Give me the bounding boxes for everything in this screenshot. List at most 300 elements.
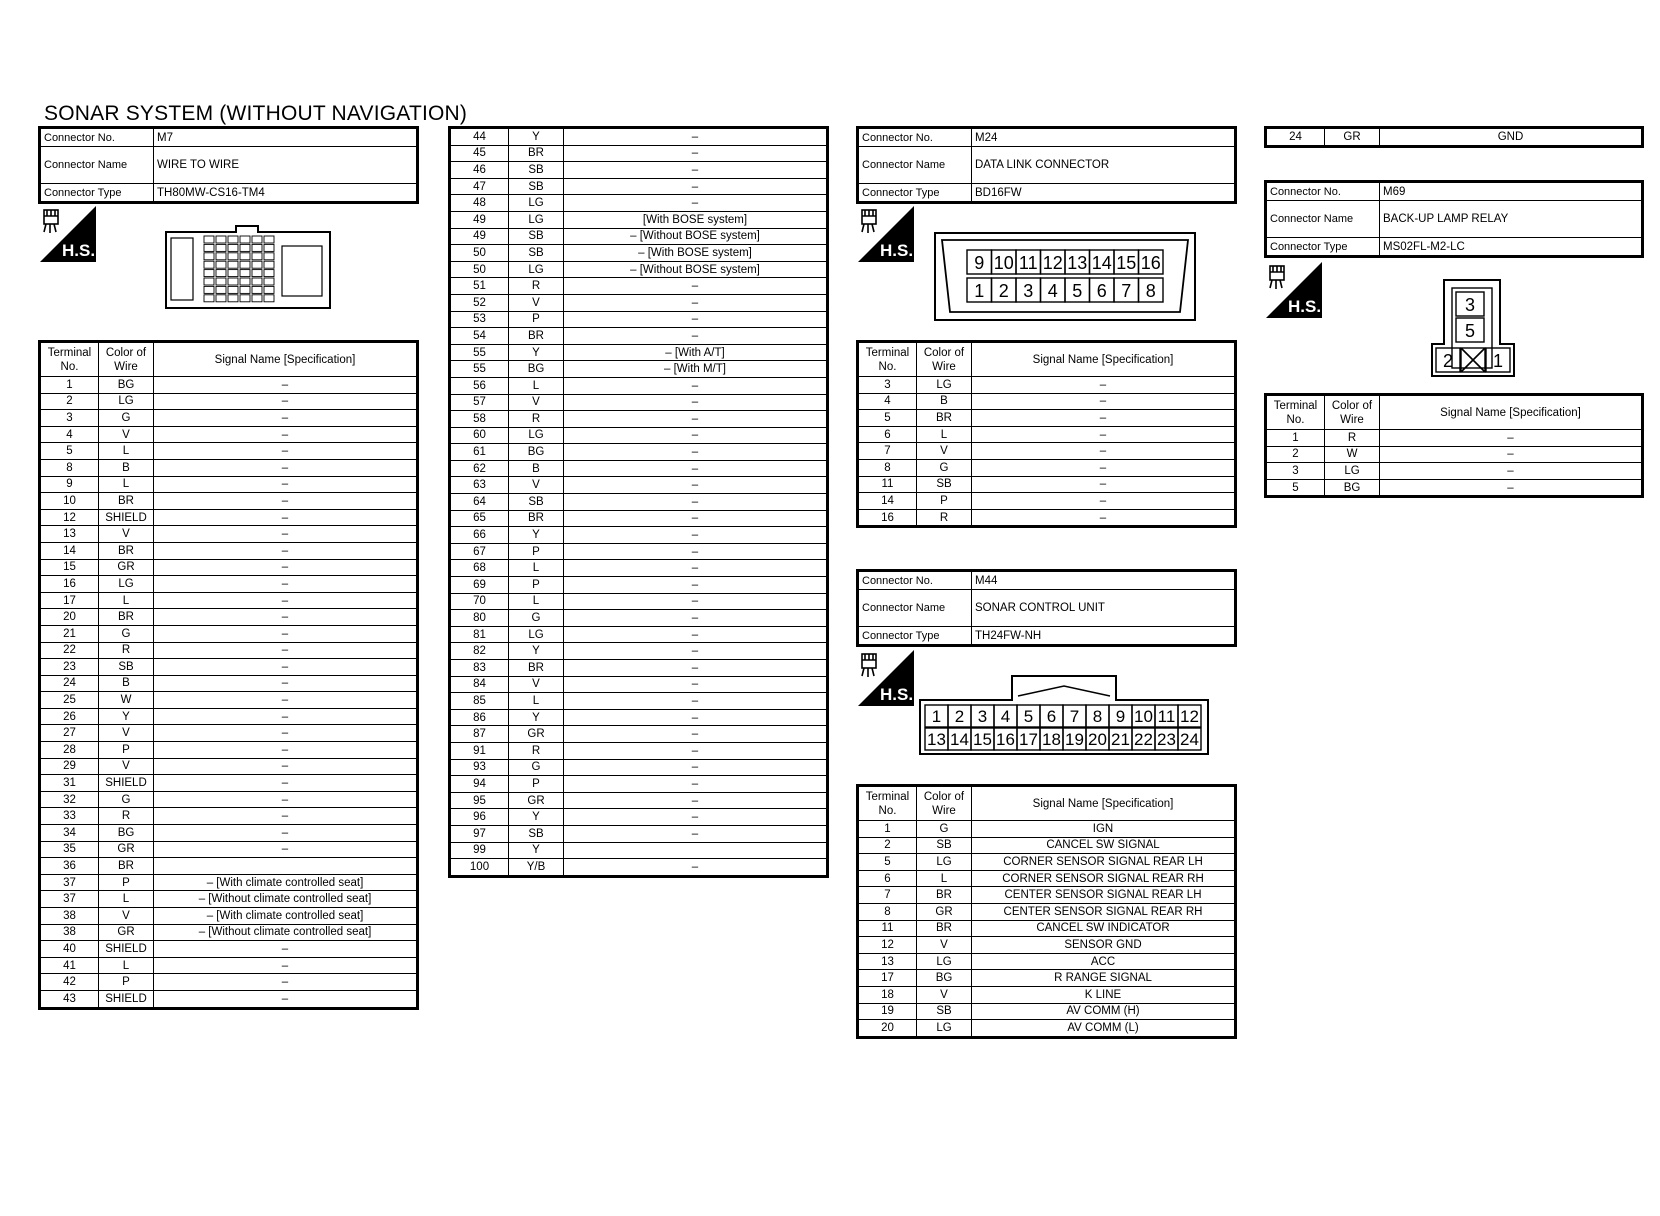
signal-name-cell: – (564, 460, 827, 477)
pin-label: 14 (1091, 253, 1112, 273)
pin-label: 16 (1140, 253, 1161, 273)
signal-name-cell: – (564, 294, 827, 311)
signal-name-cell: – (154, 642, 417, 659)
terminal-no-cell: 5 (41, 443, 99, 460)
wire-color-cell: P (99, 874, 154, 891)
table-row (41, 725, 417, 742)
wire-color-cell: BR (99, 493, 154, 510)
pin-label: 1 (974, 281, 985, 301)
wire-color-cell: B (99, 459, 154, 476)
signal-name-cell: – (154, 509, 417, 526)
terminal-no-cell: 47 (451, 178, 509, 195)
wire-color-cell: Y (509, 709, 564, 726)
pin-label: 6 (1046, 707, 1057, 726)
table-row (451, 693, 827, 710)
signal-name-cell: – (564, 278, 827, 295)
signal-name-cell: CANCEL SW SIGNAL (972, 837, 1235, 854)
table-row (859, 1003, 1235, 1020)
terminal-no-cell: 52 (451, 294, 509, 311)
wire-color-cell: R (917, 509, 972, 526)
wire-color-cell: SB (509, 228, 564, 245)
m24-terminal-table (858, 342, 1235, 526)
header-color-of-wire: Color of Wire (99, 343, 154, 377)
terminal-no-cell: 40 (41, 941, 99, 958)
terminal-no-cell: 54 (451, 328, 509, 345)
m69-pin-label: 5 (1464, 321, 1476, 341)
wire-color-cell: BR (99, 609, 154, 626)
signal-name-cell: – (564, 162, 827, 179)
label-connector-type: Connector Type (859, 184, 972, 202)
pin-label: 18 (1042, 730, 1061, 749)
signal-name-cell: – (564, 759, 827, 776)
signal-name-cell: – (564, 859, 827, 876)
table-row (451, 560, 827, 577)
table-row (41, 493, 417, 510)
signal-name-cell: – (154, 576, 417, 593)
table-row (1267, 129, 1642, 146)
terminal-no-cell: 58 (451, 411, 509, 428)
table-row (41, 708, 417, 725)
signal-name-cell: – (564, 427, 827, 444)
terminal-no-cell: 24 (41, 675, 99, 692)
signal-name-cell: – (972, 426, 1235, 443)
terminal-no-cell: 64 (451, 494, 509, 511)
terminal-no-cell: 24 (1267, 129, 1325, 146)
wire-color-cell: SB (509, 245, 564, 262)
wire-color-cell: L (917, 426, 972, 443)
terminal-no-cell: 3 (859, 377, 917, 394)
terminal-no-cell: 38 (41, 908, 99, 925)
label-connector-no: Connector No. (859, 129, 972, 147)
table-row (451, 278, 827, 295)
terminal-no-cell: 84 (451, 676, 509, 693)
table-row (859, 903, 1235, 920)
m24-connector-diagram (934, 232, 1196, 322)
wire-color-cell: G (917, 821, 972, 838)
wire-color-cell: P (917, 493, 972, 510)
signal-name-cell: – (154, 825, 417, 842)
wire-color-cell: LG (509, 211, 564, 228)
table-row (41, 393, 417, 410)
table-row (859, 953, 1235, 970)
table-row (41, 924, 417, 941)
table-row (41, 509, 417, 526)
wire-color-cell: GR (509, 792, 564, 809)
header-signal-name: Signal Name [Specification] (1380, 396, 1642, 430)
table-row (451, 261, 827, 278)
header-terminal-no: Terminal No. (859, 343, 917, 377)
signal-name-cell: – (154, 559, 417, 576)
signal-name-cell: – [With A/T] (564, 344, 827, 361)
signal-name-cell: – (972, 493, 1235, 510)
terminal-no-cell: 81 (451, 626, 509, 643)
table-row (451, 311, 827, 328)
wire-color-cell: P (99, 974, 154, 991)
terminal-no-cell: 33 (41, 808, 99, 825)
table-row (41, 459, 417, 476)
wire-color-cell: SB (509, 162, 564, 179)
table-row (859, 887, 1235, 904)
table-row (451, 825, 827, 842)
wire-color-cell: R (99, 808, 154, 825)
m7-terminal-table-continued (450, 128, 827, 876)
table-row (859, 509, 1235, 526)
hs-harness-side-icon (858, 650, 914, 706)
signal-name-cell: – (564, 577, 827, 594)
m7-connector-no: M7 (154, 129, 417, 147)
table-row (451, 792, 827, 809)
wire-color-cell: LG (917, 854, 972, 871)
signal-name-cell: [With BOSE system] (564, 211, 827, 228)
table-row (451, 527, 827, 544)
signal-name-cell: – (154, 625, 417, 642)
terminal-no-cell: 60 (451, 427, 509, 444)
terminal-no-cell: 43 (41, 990, 99, 1007)
m7-terminal-table (40, 342, 417, 1008)
pin-label: 5 (1072, 281, 1083, 301)
table-row (859, 393, 1235, 410)
terminal-no-cell: 42 (41, 974, 99, 991)
terminal-no-cell: 8 (859, 903, 917, 920)
m7-connector-type: TH80MW-CS16-TM4 (154, 184, 417, 202)
wire-color-cell: LG (99, 393, 154, 410)
terminal-no-cell: 17 (41, 592, 99, 609)
signal-name-cell: – [With M/T] (564, 361, 827, 378)
pin-label: 7 (1121, 281, 1132, 301)
signal-name-cell: – (564, 527, 827, 544)
signal-name-cell: – [Without BOSE system] (564, 261, 827, 278)
signal-name-cell: R RANGE SIGNAL (972, 970, 1235, 987)
terminal-no-cell: 17 (859, 970, 917, 987)
pin-label: 14 (950, 730, 969, 749)
terminal-no-cell: 31 (41, 775, 99, 792)
terminal-no-cell: 1 (859, 821, 917, 838)
terminal-no-cell: 27 (41, 725, 99, 742)
signal-name-cell: – (564, 411, 827, 428)
table-row (451, 444, 827, 461)
table-row (41, 559, 417, 576)
table-row (41, 476, 417, 493)
wire-color-cell: SHIELD (99, 941, 154, 958)
terminal-no-cell: 55 (451, 344, 509, 361)
wire-color-cell: L (917, 870, 972, 887)
signal-name-cell: – (154, 609, 417, 626)
table-row (41, 526, 417, 543)
terminal-no-cell: 12 (41, 509, 99, 526)
terminal-no-cell: 2 (1267, 446, 1325, 463)
pin-label: 2 (954, 707, 965, 726)
table-row (41, 576, 417, 593)
table-row (41, 891, 417, 908)
signal-name-cell: – (564, 593, 827, 610)
table-row (451, 676, 827, 693)
terminal-no-cell: 21 (41, 625, 99, 642)
m44-connector-type: TH24FW-NH (972, 627, 1235, 645)
wire-color-cell: GR (1325, 129, 1380, 146)
label-connector-type: Connector Type (41, 184, 154, 202)
pin-label: 7 (1069, 707, 1080, 726)
signal-name-cell: IGN (972, 821, 1235, 838)
terminal-no-cell: 5 (859, 410, 917, 427)
pin-label: 10 (1134, 707, 1153, 726)
table-row (859, 821, 1235, 838)
table-row (451, 328, 827, 345)
table-row (41, 659, 417, 676)
pin-label: 13 (1067, 253, 1088, 273)
wire-color-cell: L (509, 693, 564, 710)
header-terminal-no: Terminal No. (859, 787, 917, 821)
header-signal-name: Signal Name [Specification] (972, 343, 1235, 377)
m7-connector-name: WIRE TO WIRE (154, 147, 417, 184)
wire-color-cell: BG (1325, 479, 1380, 496)
terminal-no-cell: 83 (451, 660, 509, 677)
pin-label: 23 (1157, 730, 1176, 749)
table-row (41, 957, 417, 974)
signal-name-cell: – (154, 775, 417, 792)
wire-color-cell: R (509, 411, 564, 428)
m69-connector-diagram (1428, 278, 1520, 378)
terminal-no-cell: 20 (41, 609, 99, 626)
terminal-no-cell: 25 (41, 692, 99, 709)
terminal-no-cell: 36 (41, 858, 99, 875)
m69-pin-label: 3 (1464, 295, 1476, 315)
pin-label: 3 (1023, 281, 1034, 301)
signal-name-cell: – (154, 675, 417, 692)
terminal-no-cell: 37 (41, 891, 99, 908)
wire-color-cell: G (509, 759, 564, 776)
wire-color-cell: V (99, 426, 154, 443)
wire-color-cell: B (99, 675, 154, 692)
wire-color-cell: BR (99, 858, 154, 875)
terminal-no-cell: 26 (41, 708, 99, 725)
pin-label: 5 (1023, 707, 1034, 726)
signal-name-cell: – (154, 493, 417, 510)
table-row (451, 726, 827, 743)
terminal-no-cell: 61 (451, 444, 509, 461)
terminal-no-cell: 34 (41, 825, 99, 842)
table-row (41, 377, 417, 394)
table-row (41, 410, 417, 427)
signal-name-cell: – (564, 825, 827, 842)
terminal-no-cell: 41 (41, 957, 99, 974)
wire-color-cell: GR (99, 841, 154, 858)
wire-color-cell: L (509, 377, 564, 394)
hs-harness-side-icon (40, 206, 96, 262)
table-row (1267, 479, 1642, 496)
wire-color-cell: L (99, 443, 154, 460)
signal-name-cell: CANCEL SW INDICATOR (972, 920, 1235, 937)
table-row (451, 411, 827, 428)
terminal-no-cell: 9 (41, 476, 99, 493)
table-row (41, 874, 417, 891)
signal-name-cell: – (154, 990, 417, 1007)
wire-color-cell: G (99, 410, 154, 427)
wire-color-cell: G (99, 791, 154, 808)
table-row (1267, 463, 1642, 480)
terminal-no-cell: 55 (451, 361, 509, 378)
terminal-no-cell: 19 (859, 1003, 917, 1020)
signal-name-cell: – (564, 809, 827, 826)
signal-name-cell: – (1380, 430, 1642, 447)
label-connector-type: Connector Type (1267, 238, 1380, 256)
wire-color-cell: SHIELD (99, 990, 154, 1007)
table-row (451, 162, 827, 179)
table-row (41, 426, 417, 443)
signal-name-cell: – (154, 808, 417, 825)
table-row (859, 986, 1235, 1003)
terminal-no-cell: 70 (451, 593, 509, 610)
wire-color-cell: LG (509, 195, 564, 212)
wire-color-cell: L (99, 592, 154, 609)
signal-name-cell: – (1380, 463, 1642, 480)
table-row (1267, 430, 1642, 447)
terminal-no-cell: 68 (451, 560, 509, 577)
terminal-no-cell: 50 (451, 261, 509, 278)
terminal-no-cell: 14 (859, 493, 917, 510)
wire-color-cell: G (99, 625, 154, 642)
table-row (859, 970, 1235, 987)
terminal-no-cell: 82 (451, 643, 509, 660)
signal-name-cell: – (972, 410, 1235, 427)
terminal-no-cell: 86 (451, 709, 509, 726)
signal-name-cell: – (154, 841, 417, 858)
terminal-no-cell: 3 (1267, 463, 1325, 480)
terminal-no-cell: 7 (859, 887, 917, 904)
terminal-no-cell: 100 (451, 859, 509, 876)
table-row (859, 920, 1235, 937)
signal-name-cell: – (154, 393, 417, 410)
signal-name-cell: – (154, 725, 417, 742)
table-row (451, 245, 827, 262)
terminal-no-cell: 50 (451, 245, 509, 262)
wire-color-cell: LG (509, 261, 564, 278)
signal-name-cell: – (564, 494, 827, 511)
pin-label: 9 (974, 253, 985, 273)
table-row (451, 543, 827, 560)
signal-name-cell: – (154, 957, 417, 974)
signal-name-cell: – (564, 510, 827, 527)
terminal-no-cell: 20 (859, 1020, 917, 1037)
signal-name-cell: – (972, 393, 1235, 410)
wire-color-cell: Y (509, 344, 564, 361)
table-row (451, 610, 827, 627)
terminal-no-cell: 93 (451, 759, 509, 776)
label-connector-type: Connector Type (859, 627, 972, 645)
table-row (41, 858, 417, 875)
terminal-no-cell: 57 (451, 394, 509, 411)
table-row (451, 842, 827, 859)
table-row (859, 426, 1235, 443)
table-row (41, 908, 417, 925)
wire-color-cell: GR (917, 903, 972, 920)
pin-label: 6 (1096, 281, 1107, 301)
wire-color-cell: BR (917, 920, 972, 937)
terminal-no-cell: 13 (859, 953, 917, 970)
hs-badge-text: H.S. (880, 241, 914, 260)
terminal-no-cell: 14 (41, 542, 99, 559)
wire-color-cell: LG (509, 427, 564, 444)
pin-label: 24 (1180, 730, 1199, 749)
wire-color-cell: V (99, 725, 154, 742)
table-row (451, 643, 827, 660)
terminal-no-cell: 45 (451, 145, 509, 162)
m44-terminal-table-continued (1266, 128, 1642, 146)
label-connector-name: Connector Name (859, 147, 972, 184)
terminal-no-cell: 32 (41, 791, 99, 808)
signal-name-cell: – (154, 542, 417, 559)
wire-color-cell: V (99, 526, 154, 543)
wire-color-cell: Y (509, 527, 564, 544)
m24-connector-type: BD16FW (972, 184, 1235, 202)
table-row (1267, 446, 1642, 463)
wire-color-cell: G (509, 610, 564, 627)
signal-name-cell: – (564, 195, 827, 212)
label-connector-no: Connector No. (1267, 183, 1380, 201)
pin-label: 17 (1019, 730, 1038, 749)
terminal-no-cell: 56 (451, 377, 509, 394)
table-row (41, 625, 417, 642)
wire-color-cell: B (509, 460, 564, 477)
wire-color-cell: GR (99, 924, 154, 941)
header-signal-name: Signal Name [Specification] (154, 343, 417, 377)
terminal-no-cell: 4 (859, 393, 917, 410)
wire-color-cell: GR (509, 726, 564, 743)
terminal-no-cell: 46 (451, 162, 509, 179)
signal-name-cell: – (564, 693, 827, 710)
label-connector-name: Connector Name (859, 590, 972, 627)
terminal-no-cell: 49 (451, 211, 509, 228)
wire-color-cell: R (509, 278, 564, 295)
signal-name-cell: – (564, 610, 827, 627)
terminal-no-cell: 29 (41, 758, 99, 775)
signal-name-cell: – [With BOSE system] (564, 245, 827, 262)
header-terminal-no: Terminal No. (41, 343, 99, 377)
terminal-no-cell: 5 (859, 854, 917, 871)
wire-color-cell: P (509, 776, 564, 793)
m24-connector-name: DATA LINK CONNECTOR (972, 147, 1235, 184)
table-row (451, 593, 827, 610)
wire-color-cell: LG (917, 1020, 972, 1037)
signal-name-cell: K LINE (972, 986, 1235, 1003)
wire-color-cell: G (917, 459, 972, 476)
signal-name-cell (154, 858, 417, 875)
wire-color-cell: SB (99, 659, 154, 676)
pin-label: 10 (993, 253, 1014, 273)
signal-name-cell: – (154, 526, 417, 543)
pin-label: 11 (1157, 707, 1176, 726)
table-row (451, 460, 827, 477)
table-row (451, 195, 827, 212)
wire-color-cell: L (99, 957, 154, 974)
table-row (451, 577, 827, 594)
wire-color-cell: LG (1325, 463, 1380, 480)
terminal-no-cell: 6 (859, 870, 917, 887)
m44-connector-no: M44 (972, 572, 1235, 590)
wire-color-cell: BR (99, 542, 154, 559)
terminal-no-cell: 23 (41, 659, 99, 676)
wire-color-cell: V (99, 908, 154, 925)
signal-name-cell: CORNER SENSOR SIGNAL REAR LH (972, 854, 1235, 871)
table-row (451, 759, 827, 776)
pin-label: 22 (1134, 730, 1153, 749)
terminal-no-cell: 53 (451, 311, 509, 328)
wire-color-cell: BG (917, 970, 972, 987)
table-row (451, 294, 827, 311)
table-row (41, 592, 417, 609)
wire-color-cell: SB (509, 825, 564, 842)
m24-info-table (858, 128, 1235, 202)
signal-name-cell: – (154, 426, 417, 443)
